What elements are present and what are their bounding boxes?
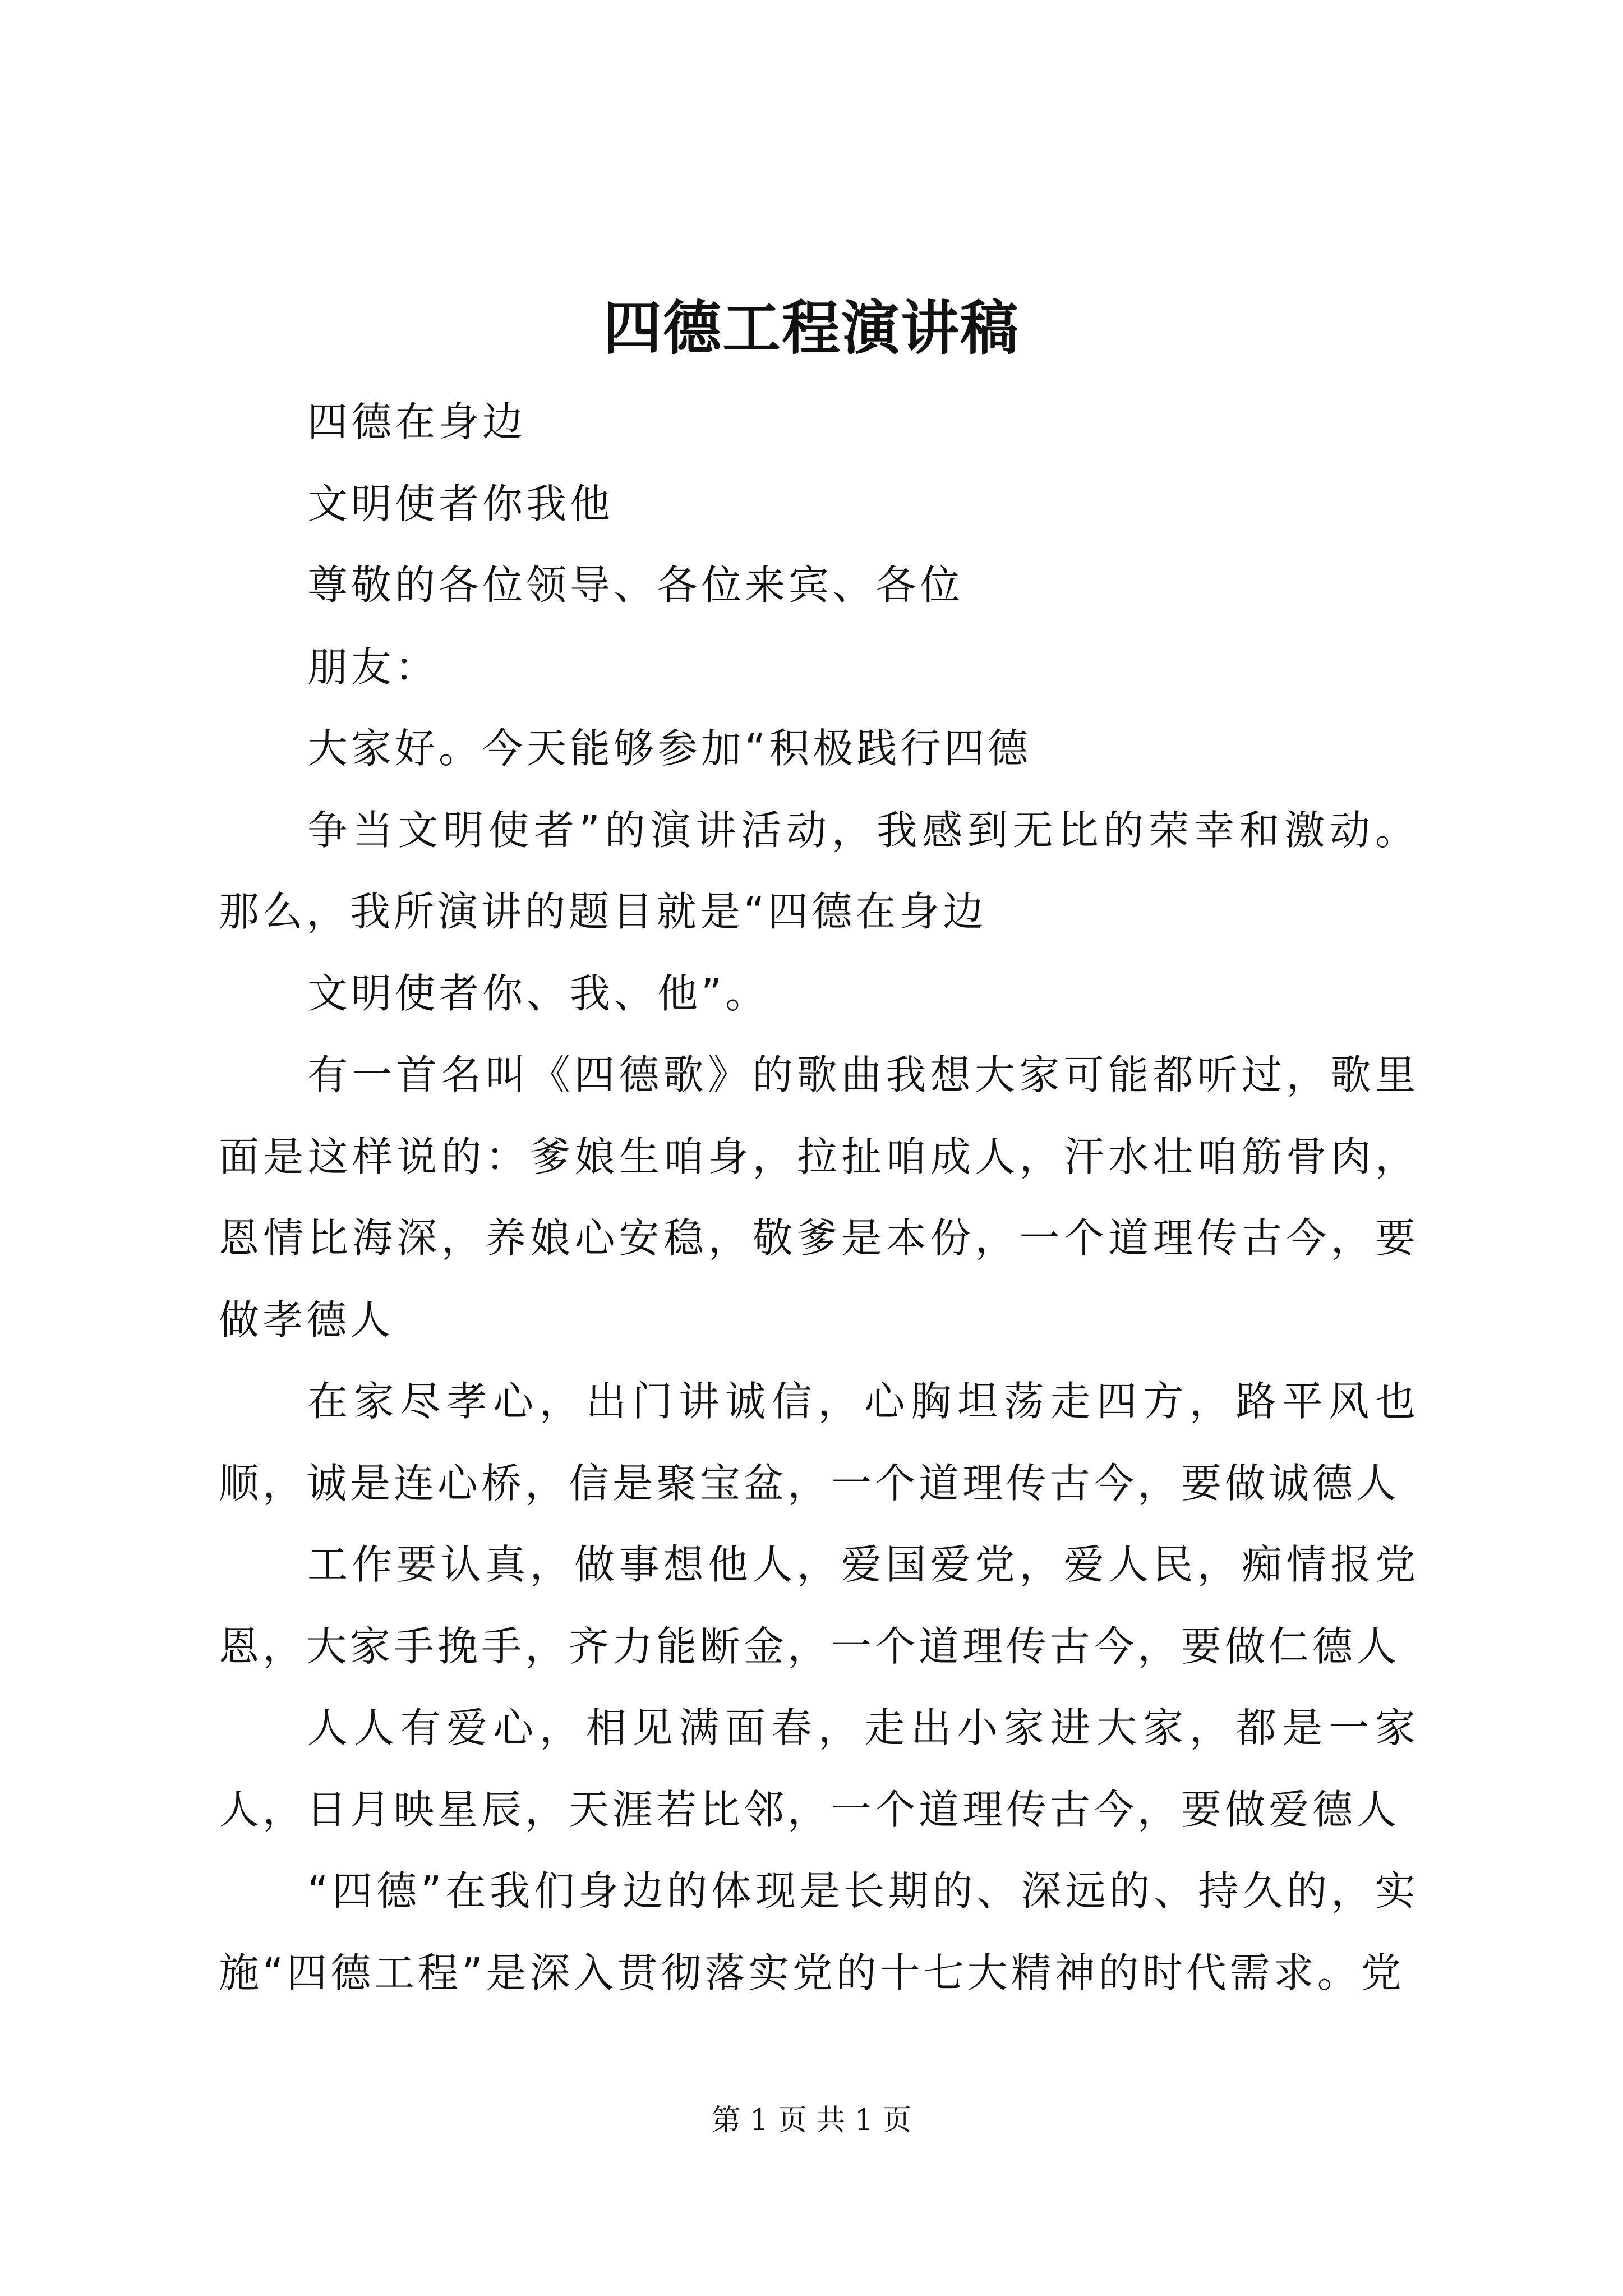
page-footer: 第 1 页 共 1 页 (711, 2104, 912, 2137)
paragraph: 文明使者你我他 (307, 480, 614, 527)
paragraph: 工作要认真，做事想他人，爱国爱党，爱人民，痴情报党恩，大家手挽手，齐力能断金，一个道理传古今，要做仁德人 (219, 1541, 1419, 1670)
paragraph: 尊敬的各位领导、各位来宾、各位 (307, 562, 964, 609)
paragraph: 有一首名叫《四德歌》的歌曲我想大家可能都听过，歌里面是这样说的：爹娘生咱身，拉扯咱成人，汗水壮咱筋骨肉，恩情比海深，养娘心安稳，敬爹是本份，一个道理传古今，要做孝德人 (219, 1051, 1419, 1343)
paragraph: 在家尽孝心，出门讲诚信，心胸坦荡走四方，路平风也顺，诚是连心桥，信是聚宝盆，一个道理传古今，要做诚德人 (219, 1378, 1419, 1507)
paragraph: 大家好。今天能够参加“积极践行四德 (307, 725, 1032, 772)
paragraph: 文明使者你、我、他”。 (307, 969, 769, 1017)
paragraph: “四德”在我们身边的体现是长期的、深远的、持久的，实施“四德工程”是深入贯彻落实党的十七大精神的时代需求。党 (219, 1867, 1419, 1996)
document-body (219, 381, 1419, 2014)
paragraph: 争当文明使者”的演讲活动，我感到无比的荣幸和激动。那么，我所演讲的题目就是“四德在身边 (219, 806, 1419, 935)
document-title: 四德工程演讲稿 (603, 293, 1020, 362)
paragraph: 四德在身边 (307, 398, 527, 445)
paragraph: 人人有爱心，相见满面春，走出小家进大家，都是一家人，日月映星辰，天涯若比邻，一个道理传古今，要做爱德人 (219, 1704, 1419, 1833)
paragraph: 朋友： (307, 643, 439, 691)
